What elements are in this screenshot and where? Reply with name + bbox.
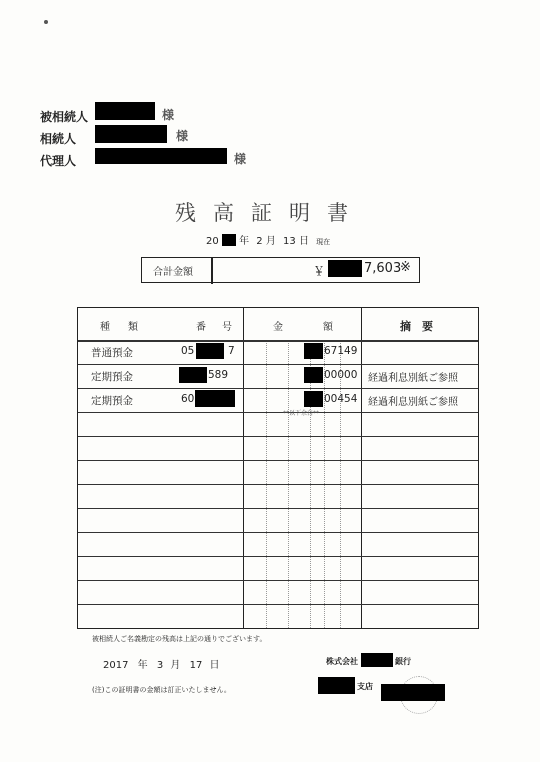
row-line (78, 388, 478, 389)
document-title: 残高証明書 (175, 201, 365, 225)
branch-suffix: 支店 (357, 682, 373, 691)
row1-amount-suffix: 67149 (324, 345, 358, 357)
issue-date (103, 656, 220, 671)
row2-number-suffix: 589 (208, 369, 229, 381)
header-number: 番 号 (196, 322, 235, 333)
as-of-date (206, 232, 330, 247)
row-line (78, 460, 478, 461)
row1-number-prefix: 05 (181, 345, 195, 357)
header-type: 種 類 (100, 322, 142, 333)
redaction-total-amount (328, 260, 362, 277)
total-mark: ※ (400, 260, 411, 275)
redaction-branch-name (318, 677, 355, 694)
as-of-day-mark: 日 (298, 236, 309, 247)
honorific-3: 様 (234, 152, 247, 166)
bank-suffix: 銀行 (395, 657, 411, 666)
honorific-2: 様 (176, 129, 189, 143)
row3-number-prefix: 60 (181, 393, 195, 405)
redaction-row3-number (195, 390, 235, 407)
row-line (78, 364, 478, 365)
balance-table (77, 307, 479, 629)
header-amount: 金 額 (273, 322, 333, 333)
redaction-bank-name (361, 653, 393, 667)
total-box-divider (211, 257, 213, 284)
row3-note: 経過利息別紙ご参照 (368, 397, 458, 408)
redaction-row1-number (196, 343, 224, 359)
row-line (78, 604, 478, 605)
redaction-seal (381, 684, 445, 701)
issue-day-mark: 日 (209, 660, 220, 671)
redaction-row2-amount (304, 367, 323, 383)
issue-year: 2017 (103, 660, 129, 671)
heir-deceased-label: 被相続人 (40, 110, 89, 124)
issue-day: 17 (189, 660, 203, 671)
issue-month-mark: 月 (170, 660, 181, 671)
row-line (78, 412, 478, 413)
redaction-as-of-year (222, 234, 236, 246)
row1-type: 普通預金 (91, 347, 133, 359)
scan-speck (44, 20, 48, 24)
row1-number-suffix: 7 (228, 345, 235, 357)
row-line (78, 484, 478, 485)
issue-month: 3 (156, 660, 164, 671)
as-of-suffix: 現在 (316, 238, 331, 246)
redaction-heir-deceased-name (95, 102, 155, 120)
row-line (78, 508, 478, 509)
total-label: 合計金額 (153, 267, 193, 278)
redaction-row2-number (179, 367, 207, 383)
as-of-day: 13 (283, 236, 296, 247)
total-currency: ￥ (313, 264, 326, 278)
redaction-heir-name (95, 125, 167, 143)
as-of-month-mark: 月 (265, 236, 276, 247)
header-divider (78, 340, 478, 342)
agent-label: 代理人 (40, 154, 77, 168)
redaction-row3-amount (304, 391, 323, 407)
as-of-year-mark: 年 (239, 236, 250, 247)
heir-label: 相続人 (40, 132, 77, 146)
balance-statement: 被相続人ご名義勘定の残高は上記の通りでございます。 (92, 635, 267, 643)
row-line (78, 532, 478, 533)
redaction-row1-amount (304, 343, 323, 359)
end-of-entries-mark: **以下余白** (283, 410, 320, 417)
correction-note: (注)この証明書の金額は訂正いたしません。 (92, 686, 231, 694)
row-line (78, 436, 478, 437)
row2-type: 定期預金 (91, 371, 133, 383)
as-of-month: 2 (256, 236, 263, 247)
row3-amount-suffix: 00454 (324, 393, 358, 405)
header-remarks: 摘 要 (400, 320, 433, 333)
bank-prefix: 株式会社 (326, 657, 358, 666)
row2-amount-suffix: 00000 (324, 369, 358, 381)
row2-note: 経過利息別紙ご参照 (368, 373, 458, 384)
as-of-year-prefix: 20 (206, 236, 219, 247)
row-line (78, 556, 478, 557)
row3-type: 定期預金 (91, 395, 133, 407)
issue-year-mark: 年 (137, 660, 148, 671)
row-line (78, 580, 478, 581)
total-amount-suffix: 7,603 (364, 261, 402, 276)
redaction-agent-name (95, 148, 227, 164)
honorific-1: 様 (162, 108, 175, 122)
